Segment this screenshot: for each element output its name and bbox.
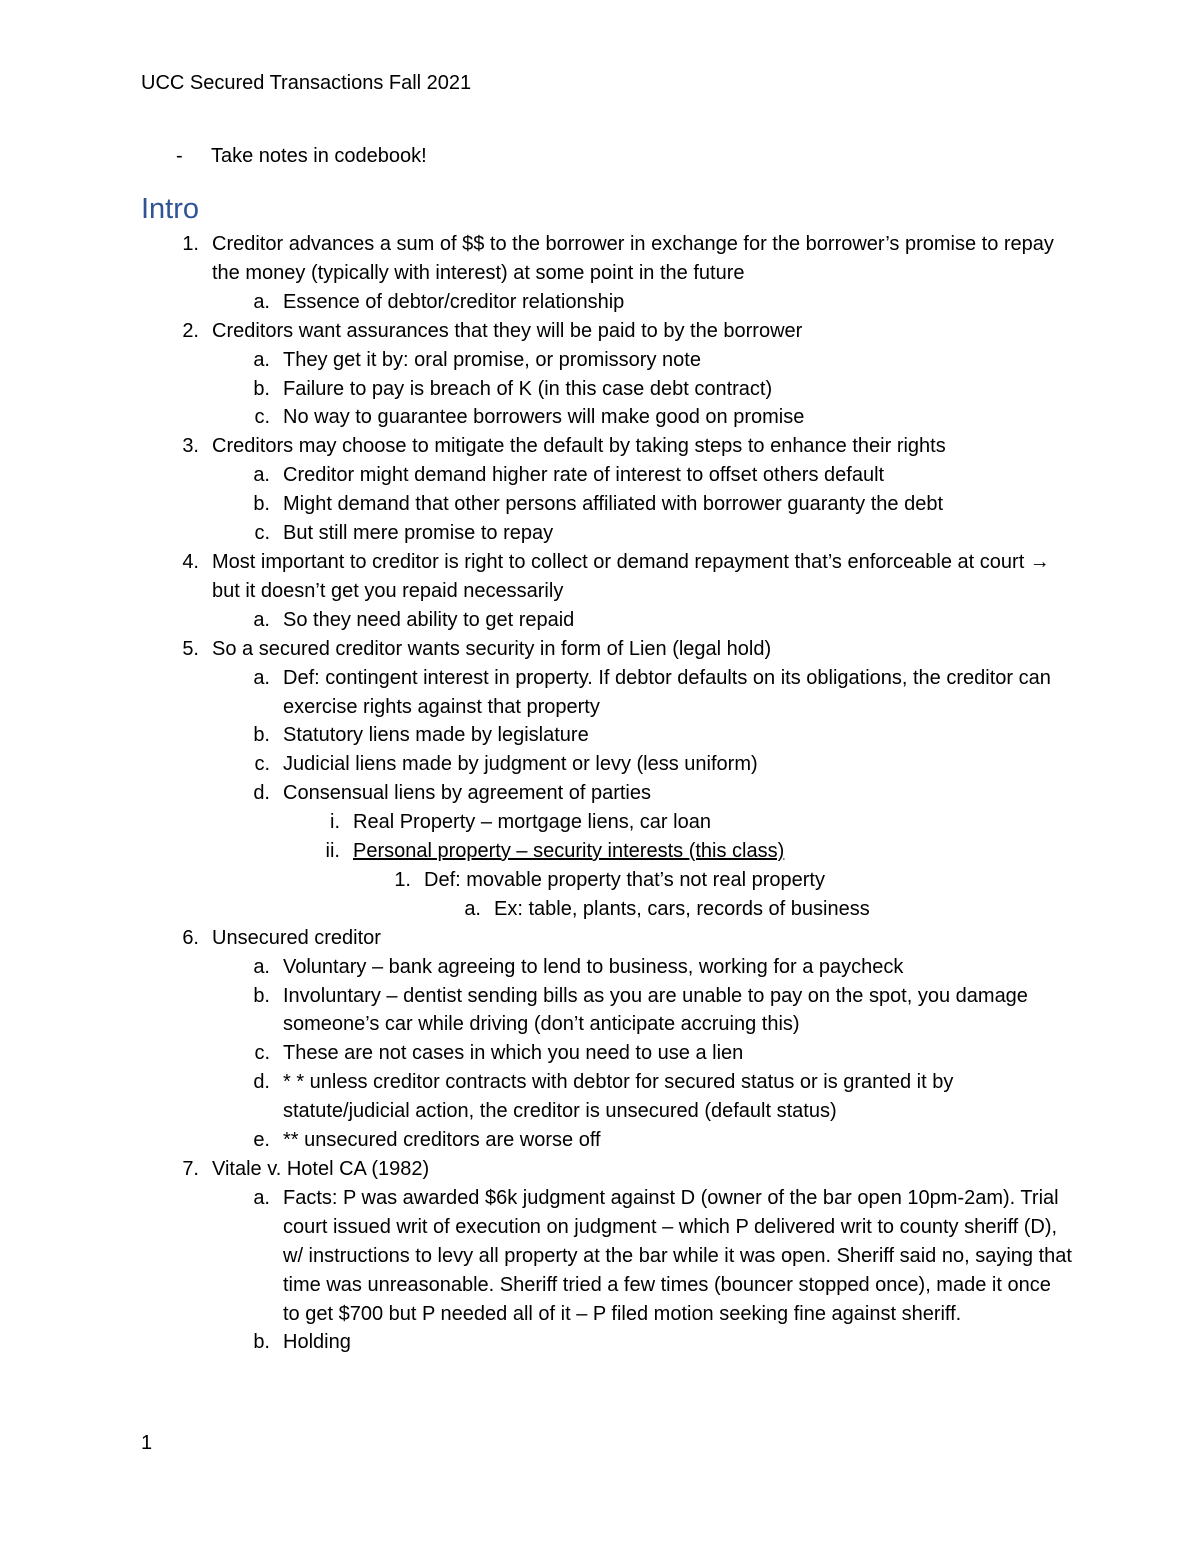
list-item [0,1328,1200,1357]
list-text: So they need ability to get repaid [283,608,575,631]
list-text: Unsecured creditor [212,926,381,949]
list-marker: d. [253,1071,270,1094]
list-item [0,721,1200,750]
list-text: Ex: table, plants, cars, records of business [494,897,870,920]
page-header: UCC Secured Transactions Fall 2021 [141,72,472,94]
list-item [0,895,1200,924]
list-marker: a. [253,464,270,487]
list-text: * * unless creditor contracts with debtor for secured status or is granted it by statute/judicial action, the creditor is unsecured (default status) [283,1071,954,1123]
list-text: Voluntary – bank agreeing to lend to business, working for a paycheck [283,955,904,978]
list-text: They get it by: oral promise, or promissory note [283,348,701,371]
list-text: Real Property – mortgage liens, car loan [353,811,711,834]
list-item [0,1184,1200,1329]
list-marker: 1. [394,868,411,891]
list-item [0,808,1200,837]
list-marker: b. [253,724,270,747]
list-marker: e. [253,1129,270,1152]
note-line [176,145,427,168]
list-marker: a. [253,608,270,631]
note-dash: - [176,145,183,167]
list-item [0,750,1200,779]
list-item [0,1126,1200,1155]
list-item [0,317,1200,346]
list-item [0,837,1200,866]
list-text: ** unsecured creditors are worse off [283,1129,601,1152]
list-text: Personal property – security interests (this class) [353,840,785,863]
list-marker: b. [253,1331,270,1354]
list-text: Creditor might demand higher rate of interest to offset others default [283,464,885,487]
list-item [0,924,1200,953]
list-text: Judicial liens made by judgment or levy (less uniform) [283,753,758,776]
list-text: Vitale v. Hotel CA (1982) [212,1158,430,1180]
list-text: Statutory liens made by legislature [283,724,589,747]
list-marker: 1. [182,233,199,255]
list-item [0,606,1200,635]
list-item [0,1039,1200,1068]
list-marker: 7. [182,1158,199,1180]
list-item [0,982,1200,1040]
list-item [0,635,1200,664]
list-text: Def: contingent interest in property. If debtor defaults on its obligations, the creditor can exercise rights against that property [283,666,1051,718]
list-text: Creditors may choose to mitigate the default by taking steps to enhance their rights [212,435,946,458]
page-number: 1 [141,1432,153,1454]
list-marker: b. [253,984,270,1007]
list-text: Consensual liens by agreement of parties [283,782,651,805]
list-marker: 3. [182,435,199,458]
list-text: These are not cases in which you need to use a lien [283,1042,744,1065]
outline-list [0,230,1200,1357]
list-item [0,346,1200,375]
list-item [0,288,1200,317]
list-text: Might demand that other persons affiliated with borrower guaranty the debt [283,493,944,516]
list-marker: 2. [182,319,199,342]
list-marker: c. [254,753,270,776]
list-item [0,866,1200,895]
list-text: But still mere promise to repay [283,522,554,545]
list-marker: a. [253,666,270,689]
list-text: Essence of debtor/creditor relationship [283,290,625,313]
list-marker: c. [254,522,270,545]
list-text: No way to guarantee borrowers will make good on promise [283,406,805,429]
list-marker: d. [253,782,270,805]
list-text: Involuntary – dentist sending bills as you are unable to pay on the spot, you damage someone’s car while driving (don’t anticipate accruing this) [283,984,1028,1036]
list-item [0,490,1200,519]
list-text: Most important to creditor is right to collect or demand repayment that’s enforceable at court → but it doesn’t get you repaid necessarily [212,550,1050,602]
list-item [0,953,1200,982]
list-marker: c. [254,1042,270,1065]
list-text: Def: movable property that’s not real property [424,868,825,891]
list-marker: i. [330,811,340,834]
list-item [0,403,1200,432]
list-marker: b. [253,377,270,400]
list-item [0,1068,1200,1126]
list-marker: 6. [182,926,199,949]
list-item [0,664,1200,722]
list-item [0,548,1200,606]
list-marker: 4. [182,550,199,573]
list-text: Holding [283,1331,351,1354]
list-marker: a. [253,955,270,978]
list-marker: a. [253,348,270,371]
list-marker: a. [464,897,481,920]
list-text: Creditor advances a sum of $$ to the borrower in exchange for the borrower’s promise to repay the money (typically with interest) at some point in the future [212,233,1054,284]
list-marker: a. [253,290,270,313]
list-marker: c. [254,406,270,429]
list-item [0,375,1200,404]
list-marker: b. [253,493,270,516]
section-heading: Intro [141,193,200,225]
list-item [0,230,1200,288]
list-item [0,779,1200,808]
list-marker: a. [253,1186,270,1209]
list-text: Facts: P was awarded $6k judgment against D (owner of the bar open 10pm-2am). Trial court issued writ of execution on judgment – which P delivered writ to county sheriff (D), w/ instructions to levy all property at the bar while it was open. Sheriff said no, saying that time was unreasonable. Sheriff tried a few times (bouncer stopped once), made it once to get $700 but P needed all of it – P filed motion seeking fine against sheriff. [283,1186,1072,1325]
list-text: Failure to pay is breach of K (in this case debt contract) [283,377,773,400]
list-marker: 5. [182,637,199,660]
list-item [0,519,1200,548]
note-text: Take notes in codebook! [211,145,427,167]
list-item [0,461,1200,490]
list-item [0,1155,1200,1184]
list-text: So a secured creditor wants security in form of Lien (legal hold) [212,637,772,660]
list-marker: ii. [325,840,340,863]
list-item [0,432,1200,461]
list-text: Creditors want assurances that they will be paid to by the borrower [212,319,803,342]
